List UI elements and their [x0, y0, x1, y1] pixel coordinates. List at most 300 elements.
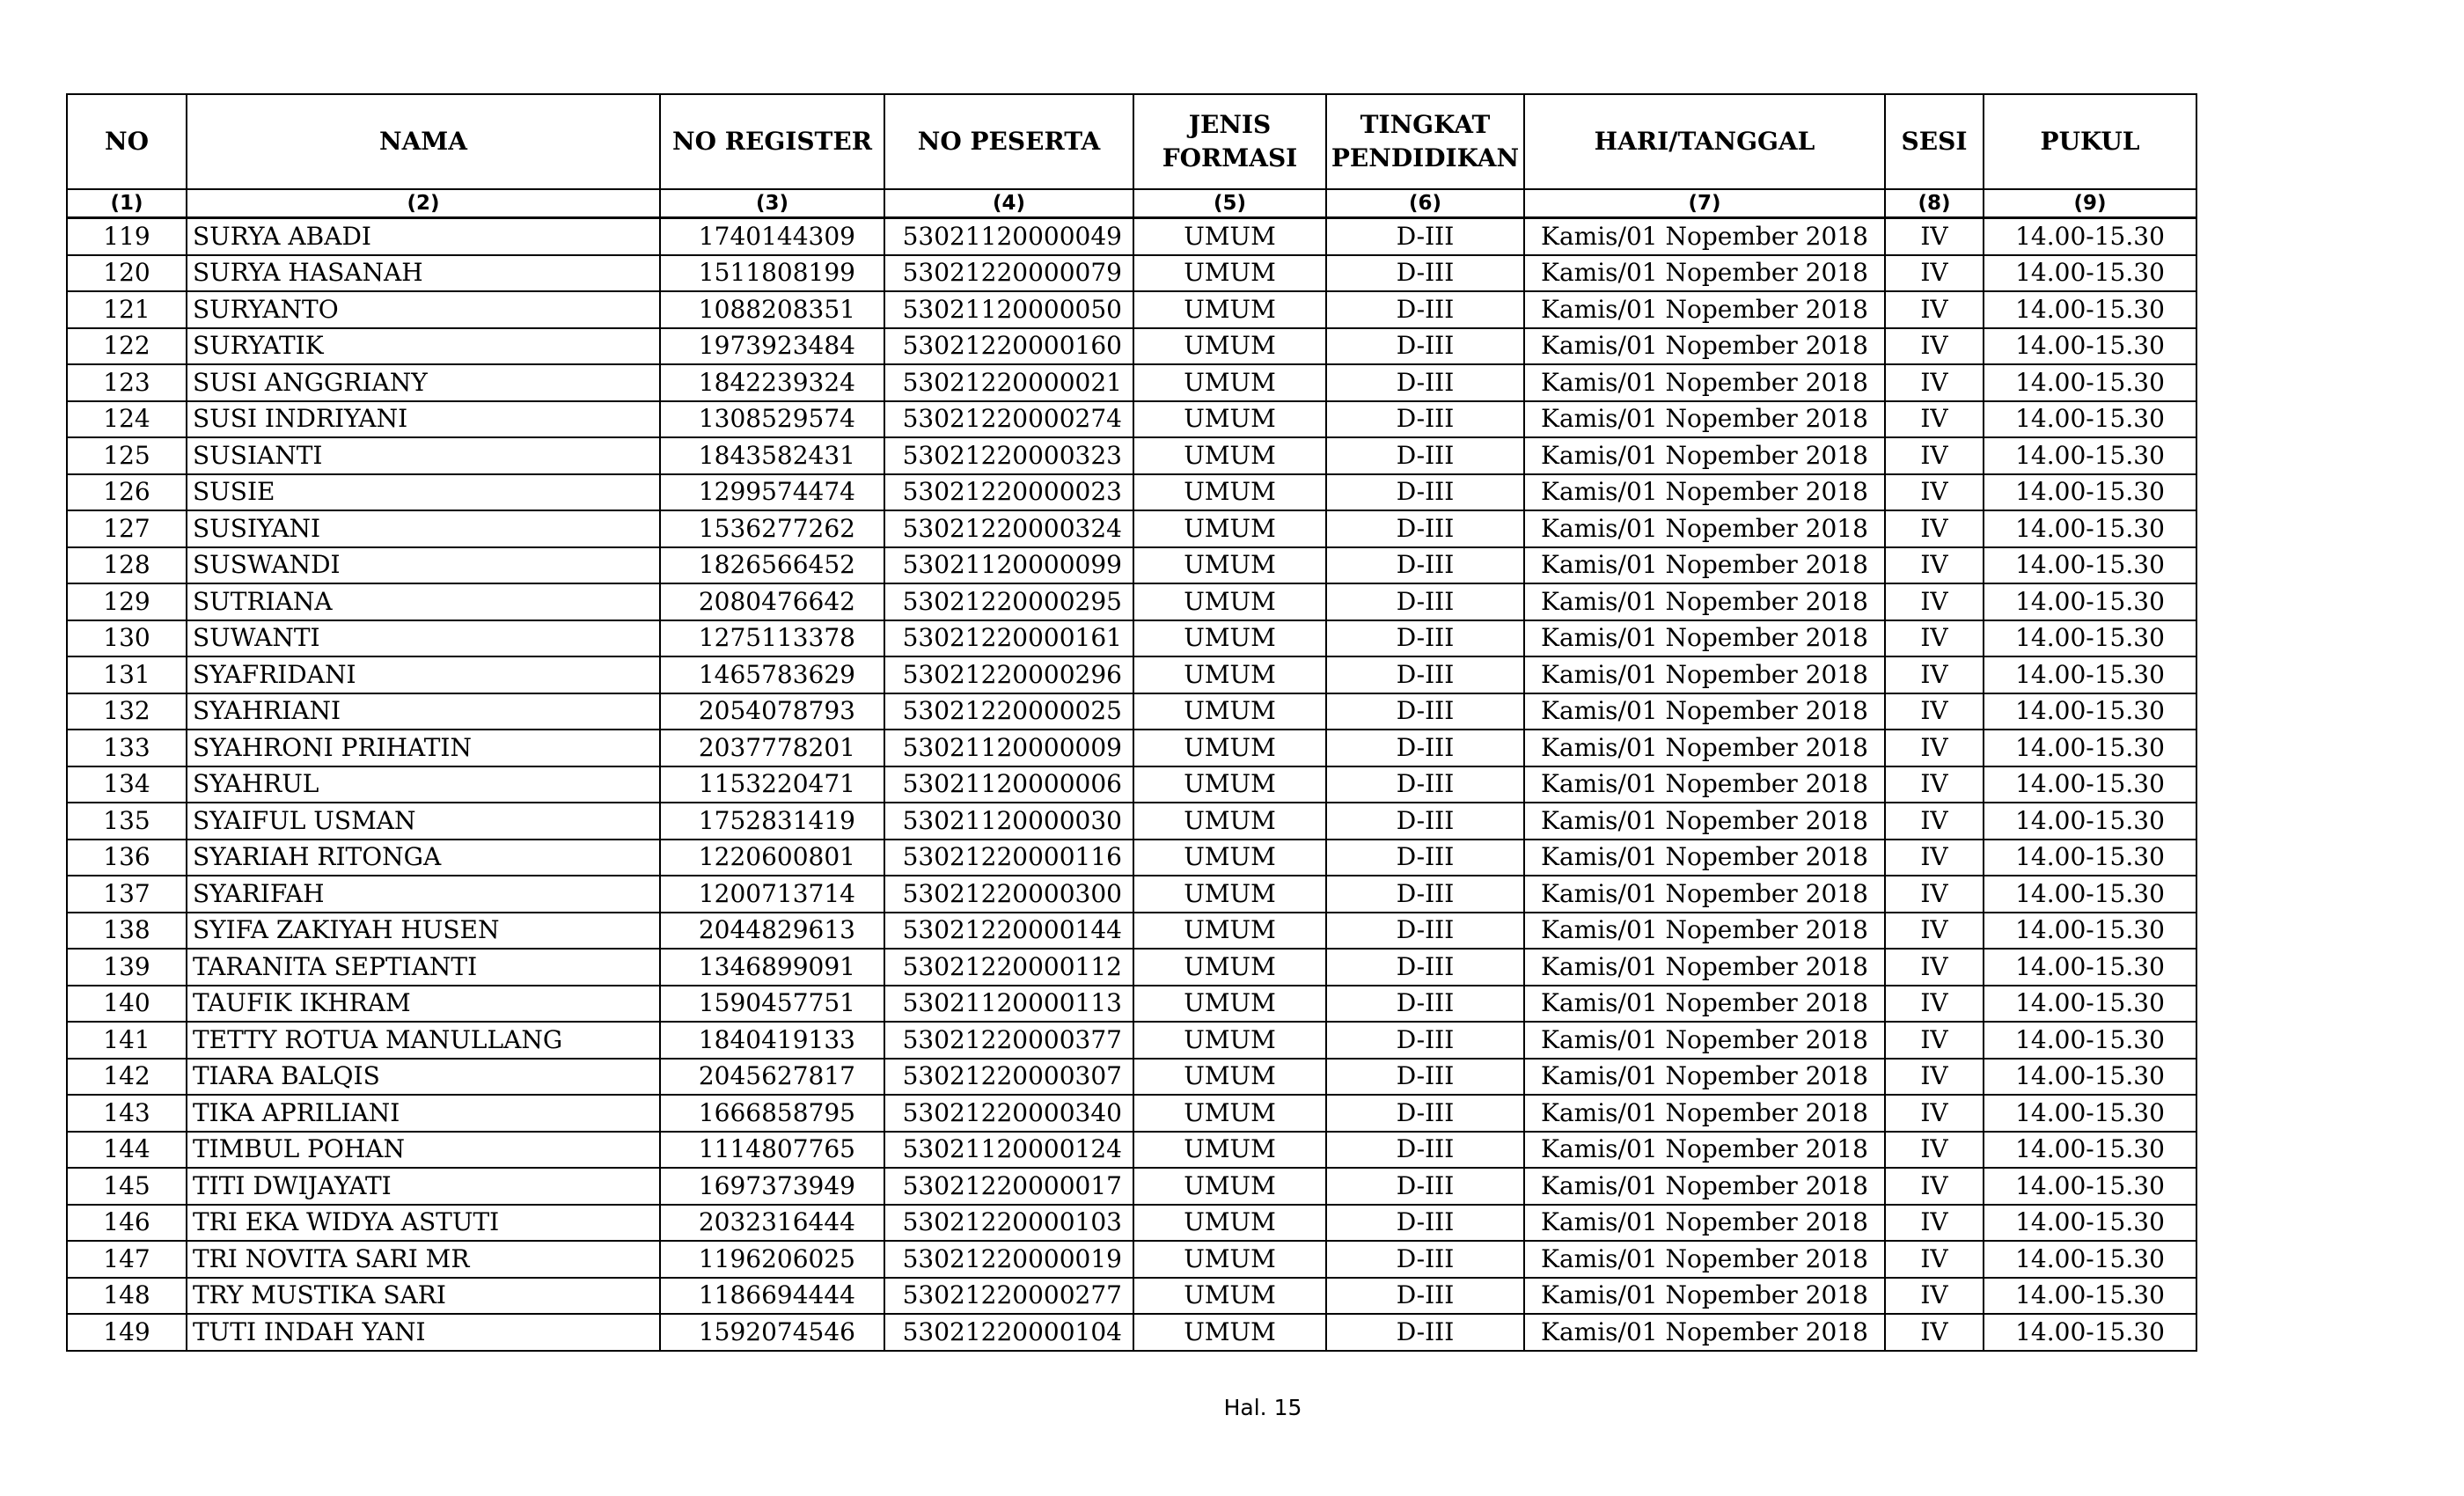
formation-type-cell: UMUM [1133, 1241, 1326, 1278]
column-number: (9) [1984, 189, 2196, 218]
column-number: (4) [884, 189, 1133, 218]
session-cell: IV [1885, 1132, 1984, 1169]
header-row [67, 94, 2196, 189]
exam-time-cell: 14.00-15.30 [1984, 693, 2196, 730]
header-pukul: PUKUL [1984, 94, 2196, 189]
header-no-peserta: NO PESERTA [884, 94, 1133, 189]
participant-name-cell: SYAIFUL USMAN [187, 803, 660, 840]
formation-type-cell: UMUM [1133, 840, 1326, 876]
row-number-cell: 143 [67, 1095, 187, 1132]
formation-type-cell: UMUM [1133, 1059, 1326, 1096]
participant-name-cell: TIARA BALQIS [187, 1059, 660, 1096]
session-cell: IV [1885, 583, 1984, 620]
education-level-cell: D-III [1326, 730, 1524, 766]
formation-type-cell: UMUM [1133, 291, 1326, 328]
participant-number-cell: 53021120000009 [884, 730, 1133, 766]
exam-date-cell: Kamis/01 Nopember 2018 [1524, 474, 1885, 511]
register-number-cell: 1114807765 [660, 1132, 884, 1169]
exam-time-cell: 14.00-15.30 [1984, 583, 2196, 620]
header-jenis-formasi: JENIS FORMASI [1133, 94, 1326, 189]
column-number: (6) [1326, 189, 1524, 218]
register-number-cell: 1220600801 [660, 840, 884, 876]
participant-name-cell: SURYATIK [187, 328, 660, 365]
exam-time-cell: 14.00-15.30 [1984, 913, 2196, 950]
participant-name-cell: SUSWANDI [187, 547, 660, 584]
session-cell: IV [1885, 840, 1984, 876]
row-number-cell: 127 [67, 510, 187, 547]
header-no-register: NO REGISTER [660, 94, 884, 189]
exam-time-cell: 14.00-15.30 [1984, 474, 2196, 511]
exam-date-cell: Kamis/01 Nopember 2018 [1524, 1278, 1885, 1315]
row-number-cell: 124 [67, 401, 187, 438]
exam-time-cell: 14.00-15.30 [1984, 1205, 2196, 1242]
row-number-cell: 132 [67, 693, 187, 730]
participant-number-cell: 53021220000025 [884, 693, 1133, 730]
participant-name-cell: TUTI INDAH YANI [187, 1314, 660, 1351]
register-number-cell: 1346899091 [660, 949, 884, 986]
exam-date-cell: Kamis/01 Nopember 2018 [1524, 437, 1885, 474]
participant-number-cell: 53021220000277 [884, 1278, 1133, 1315]
formation-type-cell: UMUM [1133, 766, 1326, 803]
exam-date-cell: Kamis/01 Nopember 2018 [1524, 1205, 1885, 1242]
column-number: (5) [1133, 189, 1326, 218]
register-number-cell: 1666858795 [660, 1095, 884, 1132]
row-number-cell: 128 [67, 547, 187, 584]
participant-name-cell: TARANITA SEPTIANTI [187, 949, 660, 986]
row-number-cell: 123 [67, 364, 187, 401]
participant-number-cell: 53021220000079 [884, 255, 1133, 292]
formation-type-cell: UMUM [1133, 437, 1326, 474]
table-row [67, 656, 2196, 693]
row-number-cell: 135 [67, 803, 187, 840]
table-row [67, 1241, 2196, 1278]
education-level-cell: D-III [1326, 913, 1524, 950]
session-cell: IV [1885, 1314, 1984, 1351]
exam-time-cell: 14.00-15.30 [1984, 437, 2196, 474]
exam-date-cell: Kamis/01 Nopember 2018 [1524, 1059, 1885, 1096]
exam-time-cell: 14.00-15.30 [1984, 1278, 2196, 1315]
register-number-cell: 1752831419 [660, 803, 884, 840]
formation-type-cell: UMUM [1133, 620, 1326, 657]
header-nama: NAMA [187, 94, 660, 189]
session-cell: IV [1885, 766, 1984, 803]
exam-date-cell: Kamis/01 Nopember 2018 [1524, 1314, 1885, 1351]
formation-type-cell: UMUM [1133, 328, 1326, 365]
formation-type-cell: UMUM [1133, 1095, 1326, 1132]
session-cell: IV [1885, 547, 1984, 584]
education-level-cell: D-III [1326, 437, 1524, 474]
formation-type-cell: UMUM [1133, 583, 1326, 620]
row-number-cell: 136 [67, 840, 187, 876]
session-cell: IV [1885, 656, 1984, 693]
education-level-cell: D-III [1326, 803, 1524, 840]
register-number-cell: 1592074546 [660, 1314, 884, 1351]
session-cell: IV [1885, 803, 1984, 840]
participant-name-cell: TRI EKA WIDYA ASTUTI [187, 1205, 660, 1242]
exam-date-cell: Kamis/01 Nopember 2018 [1524, 986, 1885, 1023]
row-number-cell: 141 [67, 1022, 187, 1059]
formation-type-cell: UMUM [1133, 547, 1326, 584]
participant-name-cell: SYAFRIDANI [187, 656, 660, 693]
participant-number-cell: 53021120000113 [884, 986, 1133, 1023]
participant-name-cell: TIMBUL POHAN [187, 1132, 660, 1169]
table-row [67, 693, 2196, 730]
exam-time-cell: 14.00-15.30 [1984, 1132, 2196, 1169]
exam-time-cell: 14.00-15.30 [1984, 656, 2196, 693]
table-row [67, 730, 2196, 766]
participant-name-cell: SYAHRONI PRIHATIN [187, 730, 660, 766]
register-number-cell: 1186694444 [660, 1278, 884, 1315]
exam-date-cell: Kamis/01 Nopember 2018 [1524, 840, 1885, 876]
exam-time-cell: 14.00-15.30 [1984, 803, 2196, 840]
education-level-cell: D-III [1326, 218, 1524, 255]
education-level-cell: D-III [1326, 510, 1524, 547]
column-number: (3) [660, 189, 884, 218]
exam-date-cell: Kamis/01 Nopember 2018 [1524, 1241, 1885, 1278]
education-level-cell: D-III [1326, 1314, 1524, 1351]
row-number-cell: 146 [67, 1205, 187, 1242]
exam-time-cell: 14.00-15.30 [1984, 364, 2196, 401]
participant-number-cell: 53021120000030 [884, 803, 1133, 840]
education-level-cell: D-III [1326, 766, 1524, 803]
education-level-cell: D-III [1326, 949, 1524, 986]
participant-number-cell: 53021220000296 [884, 656, 1133, 693]
participant-number-cell: 53021220000021 [884, 364, 1133, 401]
exam-time-cell: 14.00-15.30 [1984, 401, 2196, 438]
row-number-cell: 119 [67, 218, 187, 255]
row-number-cell: 140 [67, 986, 187, 1023]
education-level-cell: D-III [1326, 1241, 1524, 1278]
exam-time-cell: 14.00-15.30 [1984, 328, 2196, 365]
exam-date-cell: Kamis/01 Nopember 2018 [1524, 583, 1885, 620]
table-row [67, 1095, 2196, 1132]
row-number-cell: 130 [67, 620, 187, 657]
participant-name-cell: SUSIE [187, 474, 660, 511]
participant-name-cell: TRI NOVITA SARI MR [187, 1241, 660, 1278]
register-number-cell: 1088208351 [660, 291, 884, 328]
participant-number-cell: 53021220000340 [884, 1095, 1133, 1132]
participant-number-cell: 53021220000160 [884, 328, 1133, 365]
column-number-row [67, 189, 2196, 218]
formation-type-cell: UMUM [1133, 1205, 1326, 1242]
formation-type-cell: UMUM [1133, 913, 1326, 950]
header-sesi: SESI [1885, 94, 1984, 189]
exam-time-cell: 14.00-15.30 [1984, 620, 2196, 657]
register-number-cell: 2044829613 [660, 913, 884, 950]
participant-number-cell: 53021220000274 [884, 401, 1133, 438]
participant-name-cell: SUWANTI [187, 620, 660, 657]
register-number-cell: 1590457751 [660, 986, 884, 1023]
table-row [67, 1132, 2196, 1169]
session-cell: IV [1885, 364, 1984, 401]
formation-type-cell: UMUM [1133, 1278, 1326, 1315]
row-number-cell: 144 [67, 1132, 187, 1169]
education-level-cell: D-III [1326, 291, 1524, 328]
column-number: (1) [67, 189, 187, 218]
exam-date-cell: Kamis/01 Nopember 2018 [1524, 1095, 1885, 1132]
formation-type-cell: UMUM [1133, 255, 1326, 292]
participant-name-cell: SYIFA ZAKIYAH HUSEN [187, 913, 660, 950]
exam-date-cell: Kamis/01 Nopember 2018 [1524, 693, 1885, 730]
formation-type-cell: UMUM [1133, 876, 1326, 913]
participant-number-cell: 53021120000049 [884, 218, 1133, 255]
education-level-cell: D-III [1326, 547, 1524, 584]
table-row [67, 840, 2196, 876]
exam-time-cell: 14.00-15.30 [1984, 1022, 2196, 1059]
header-no: NO [67, 94, 187, 189]
education-level-cell: D-III [1326, 1278, 1524, 1315]
exam-date-cell: Kamis/01 Nopember 2018 [1524, 291, 1885, 328]
participant-name-cell: SURYA ABADI [187, 218, 660, 255]
register-number-cell: 1465783629 [660, 656, 884, 693]
formation-type-cell: UMUM [1133, 401, 1326, 438]
table-row [67, 1314, 2196, 1351]
row-number-cell: 134 [67, 766, 187, 803]
education-level-cell: D-III [1326, 583, 1524, 620]
education-level-cell: D-III [1326, 255, 1524, 292]
participant-number-cell: 53021220000112 [884, 949, 1133, 986]
exam-date-cell: Kamis/01 Nopember 2018 [1524, 328, 1885, 365]
session-cell: IV [1885, 328, 1984, 365]
participant-name-cell: SURYANTO [187, 291, 660, 328]
exam-date-cell: Kamis/01 Nopember 2018 [1524, 620, 1885, 657]
row-number-cell: 129 [67, 583, 187, 620]
exam-time-cell: 14.00-15.30 [1984, 1168, 2196, 1205]
row-number-cell: 149 [67, 1314, 187, 1351]
session-cell: IV [1885, 1278, 1984, 1315]
exam-date-cell: Kamis/01 Nopember 2018 [1524, 547, 1885, 584]
participant-number-cell: 53021220000377 [884, 1022, 1133, 1059]
exam-date-cell: Kamis/01 Nopember 2018 [1524, 401, 1885, 438]
participant-name-cell: SYARIFAH [187, 876, 660, 913]
exam-date-cell: Kamis/01 Nopember 2018 [1524, 876, 1885, 913]
participant-number-cell: 53021220000300 [884, 876, 1133, 913]
exam-date-cell: Kamis/01 Nopember 2018 [1524, 949, 1885, 986]
session-cell: IV [1885, 1205, 1984, 1242]
education-level-cell: D-III [1326, 401, 1524, 438]
exam-date-cell: Kamis/01 Nopember 2018 [1524, 255, 1885, 292]
register-number-cell: 1740144309 [660, 218, 884, 255]
register-number-cell: 1511808199 [660, 255, 884, 292]
register-number-cell: 1536277262 [660, 510, 884, 547]
session-cell: IV [1885, 510, 1984, 547]
session-cell: IV [1885, 255, 1984, 292]
row-number-cell: 122 [67, 328, 187, 365]
register-number-cell: 1843582431 [660, 437, 884, 474]
table-row [67, 255, 2196, 292]
register-number-cell: 2032316444 [660, 1205, 884, 1242]
table-row [67, 583, 2196, 620]
education-level-cell: D-III [1326, 1205, 1524, 1242]
participant-number-cell: 53021120000050 [884, 291, 1133, 328]
register-number-cell: 1275113378 [660, 620, 884, 657]
register-number-cell: 1826566452 [660, 547, 884, 584]
exam-time-cell: 14.00-15.30 [1984, 218, 2196, 255]
table-row [67, 1168, 2196, 1205]
participant-name-cell: TAUFIK IKHRAM [187, 986, 660, 1023]
register-number-cell: 1973923484 [660, 328, 884, 365]
formation-type-cell: UMUM [1133, 986, 1326, 1023]
education-level-cell: D-III [1326, 474, 1524, 511]
participant-name-cell: SUSIANTI [187, 437, 660, 474]
exam-date-cell: Kamis/01 Nopember 2018 [1524, 913, 1885, 950]
header-hari-tanggal: HARI/TANGGAL [1524, 94, 1885, 189]
table-row [67, 986, 2196, 1023]
exam-date-cell: Kamis/01 Nopember 2018 [1524, 510, 1885, 547]
participant-number-cell: 53021220000324 [884, 510, 1133, 547]
row-number-cell: 139 [67, 949, 187, 986]
formation-type-cell: UMUM [1133, 510, 1326, 547]
exam-date-cell: Kamis/01 Nopember 2018 [1524, 1132, 1885, 1169]
session-cell: IV [1885, 474, 1984, 511]
participant-number-cell: 53021220000023 [884, 474, 1133, 511]
participant-number-cell: 53021220000104 [884, 1314, 1133, 1351]
education-level-cell: D-III [1326, 876, 1524, 913]
participant-name-cell: TETTY ROTUA MANULLANG [187, 1022, 660, 1059]
exam-date-cell: Kamis/01 Nopember 2018 [1524, 1022, 1885, 1059]
participant-name-cell: SUSI ANGGRIANY [187, 364, 660, 401]
formation-type-cell: UMUM [1133, 1168, 1326, 1205]
participant-number-cell: 53021120000099 [884, 547, 1133, 584]
table-row [67, 437, 2196, 474]
participant-name-cell: SURYA HASANAH [187, 255, 660, 292]
exam-time-cell: 14.00-15.30 [1984, 840, 2196, 876]
participant-name-cell: SYAHRUL [187, 766, 660, 803]
table-row [67, 620, 2196, 657]
exam-time-cell: 14.00-15.30 [1984, 730, 2196, 766]
table-row [67, 364, 2196, 401]
table-row [67, 1205, 2196, 1242]
table-row [67, 510, 2196, 547]
register-number-cell: 1840419133 [660, 1022, 884, 1059]
education-level-cell: D-III [1326, 620, 1524, 657]
session-cell: IV [1885, 1241, 1984, 1278]
education-level-cell: D-III [1326, 693, 1524, 730]
session-cell: IV [1885, 693, 1984, 730]
education-level-cell: D-III [1326, 1095, 1524, 1132]
exam-date-cell: Kamis/01 Nopember 2018 [1524, 766, 1885, 803]
register-number-cell: 2080476642 [660, 583, 884, 620]
exam-date-cell: Kamis/01 Nopember 2018 [1524, 218, 1885, 255]
exam-date-cell: Kamis/01 Nopember 2018 [1524, 730, 1885, 766]
formation-type-cell: UMUM [1133, 730, 1326, 766]
row-number-cell: 138 [67, 913, 187, 950]
row-number-cell: 125 [67, 437, 187, 474]
table-body [67, 218, 2196, 1351]
register-number-cell: 1153220471 [660, 766, 884, 803]
participant-name-cell: SUTRIANA [187, 583, 660, 620]
table-row [67, 291, 2196, 328]
table-row [67, 401, 2196, 438]
row-number-cell: 120 [67, 255, 187, 292]
formation-type-cell: UMUM [1133, 1022, 1326, 1059]
participant-number-cell: 53021220000017 [884, 1168, 1133, 1205]
register-number-cell: 2037778201 [660, 730, 884, 766]
participant-number-cell: 53021220000103 [884, 1205, 1133, 1242]
session-cell: IV [1885, 730, 1984, 766]
education-level-cell: D-III [1326, 364, 1524, 401]
exam-time-cell: 14.00-15.30 [1984, 876, 2196, 913]
table-row [67, 218, 2196, 255]
participant-name-cell: SUSIYANI [187, 510, 660, 547]
session-cell: IV [1885, 437, 1984, 474]
session-cell: IV [1885, 1095, 1984, 1132]
education-level-cell: D-III [1326, 1168, 1524, 1205]
row-number-cell: 148 [67, 1278, 187, 1315]
row-number-cell: 137 [67, 876, 187, 913]
formation-type-cell: UMUM [1133, 656, 1326, 693]
row-number-cell: 145 [67, 1168, 187, 1205]
table-row [67, 1022, 2196, 1059]
exam-date-cell: Kamis/01 Nopember 2018 [1524, 656, 1885, 693]
register-number-cell: 1308529574 [660, 401, 884, 438]
participant-name-cell: TITI DWIJAYATI [187, 1168, 660, 1205]
row-number-cell: 131 [67, 656, 187, 693]
exam-time-cell: 14.00-15.30 [1984, 1059, 2196, 1096]
exam-time-cell: 14.00-15.30 [1984, 1314, 2196, 1351]
participant-number-cell: 53021220000019 [884, 1241, 1133, 1278]
register-number-cell: 1200713714 [660, 876, 884, 913]
register-number-cell: 1842239324 [660, 364, 884, 401]
education-level-cell: D-III [1326, 1059, 1524, 1096]
table-row [67, 474, 2196, 511]
participant-number-cell: 53021220000295 [884, 583, 1133, 620]
session-cell: IV [1885, 291, 1984, 328]
education-level-cell: D-III [1326, 656, 1524, 693]
register-number-cell: 2045627817 [660, 1059, 884, 1096]
column-number: (7) [1524, 189, 1885, 218]
education-level-cell: D-III [1326, 986, 1524, 1023]
table-row [67, 913, 2196, 950]
exam-time-cell: 14.00-15.30 [1984, 255, 2196, 292]
formation-type-cell: UMUM [1133, 1314, 1326, 1351]
exam-date-cell: Kamis/01 Nopember 2018 [1524, 803, 1885, 840]
session-cell: IV [1885, 949, 1984, 986]
formation-type-cell: UMUM [1133, 364, 1326, 401]
formation-type-cell: UMUM [1133, 474, 1326, 511]
exam-time-cell: 14.00-15.30 [1984, 986, 2196, 1023]
row-number-cell: 126 [67, 474, 187, 511]
table-row [67, 949, 2196, 986]
row-number-cell: 147 [67, 1241, 187, 1278]
column-number: (8) [1885, 189, 1984, 218]
table-row [67, 803, 2196, 840]
session-cell: IV [1885, 1059, 1984, 1096]
participant-number-cell: 53021220000323 [884, 437, 1133, 474]
table-row [67, 547, 2196, 584]
session-cell: IV [1885, 401, 1984, 438]
education-level-cell: D-III [1326, 840, 1524, 876]
table-row [67, 328, 2196, 365]
participant-number-cell: 53021220000144 [884, 913, 1133, 950]
session-cell: IV [1885, 913, 1984, 950]
exam-time-cell: 14.00-15.30 [1984, 766, 2196, 803]
session-cell: IV [1885, 876, 1984, 913]
participant-number-cell: 53021220000161 [884, 620, 1133, 657]
exam-time-cell: 14.00-15.30 [1984, 1095, 2196, 1132]
exam-time-cell: 14.00-15.30 [1984, 510, 2196, 547]
exam-date-cell: Kamis/01 Nopember 2018 [1524, 1168, 1885, 1205]
session-cell: IV [1885, 620, 1984, 657]
register-number-cell: 1196206025 [660, 1241, 884, 1278]
session-cell: IV [1885, 1022, 1984, 1059]
formation-type-cell: UMUM [1133, 1132, 1326, 1169]
row-number-cell: 121 [67, 291, 187, 328]
exam-time-cell: 14.00-15.30 [1984, 1241, 2196, 1278]
participant-name-cell: TRY MUSTIKA SARI [187, 1278, 660, 1315]
row-number-cell: 142 [67, 1059, 187, 1096]
exam-time-cell: 14.00-15.30 [1984, 547, 2196, 584]
